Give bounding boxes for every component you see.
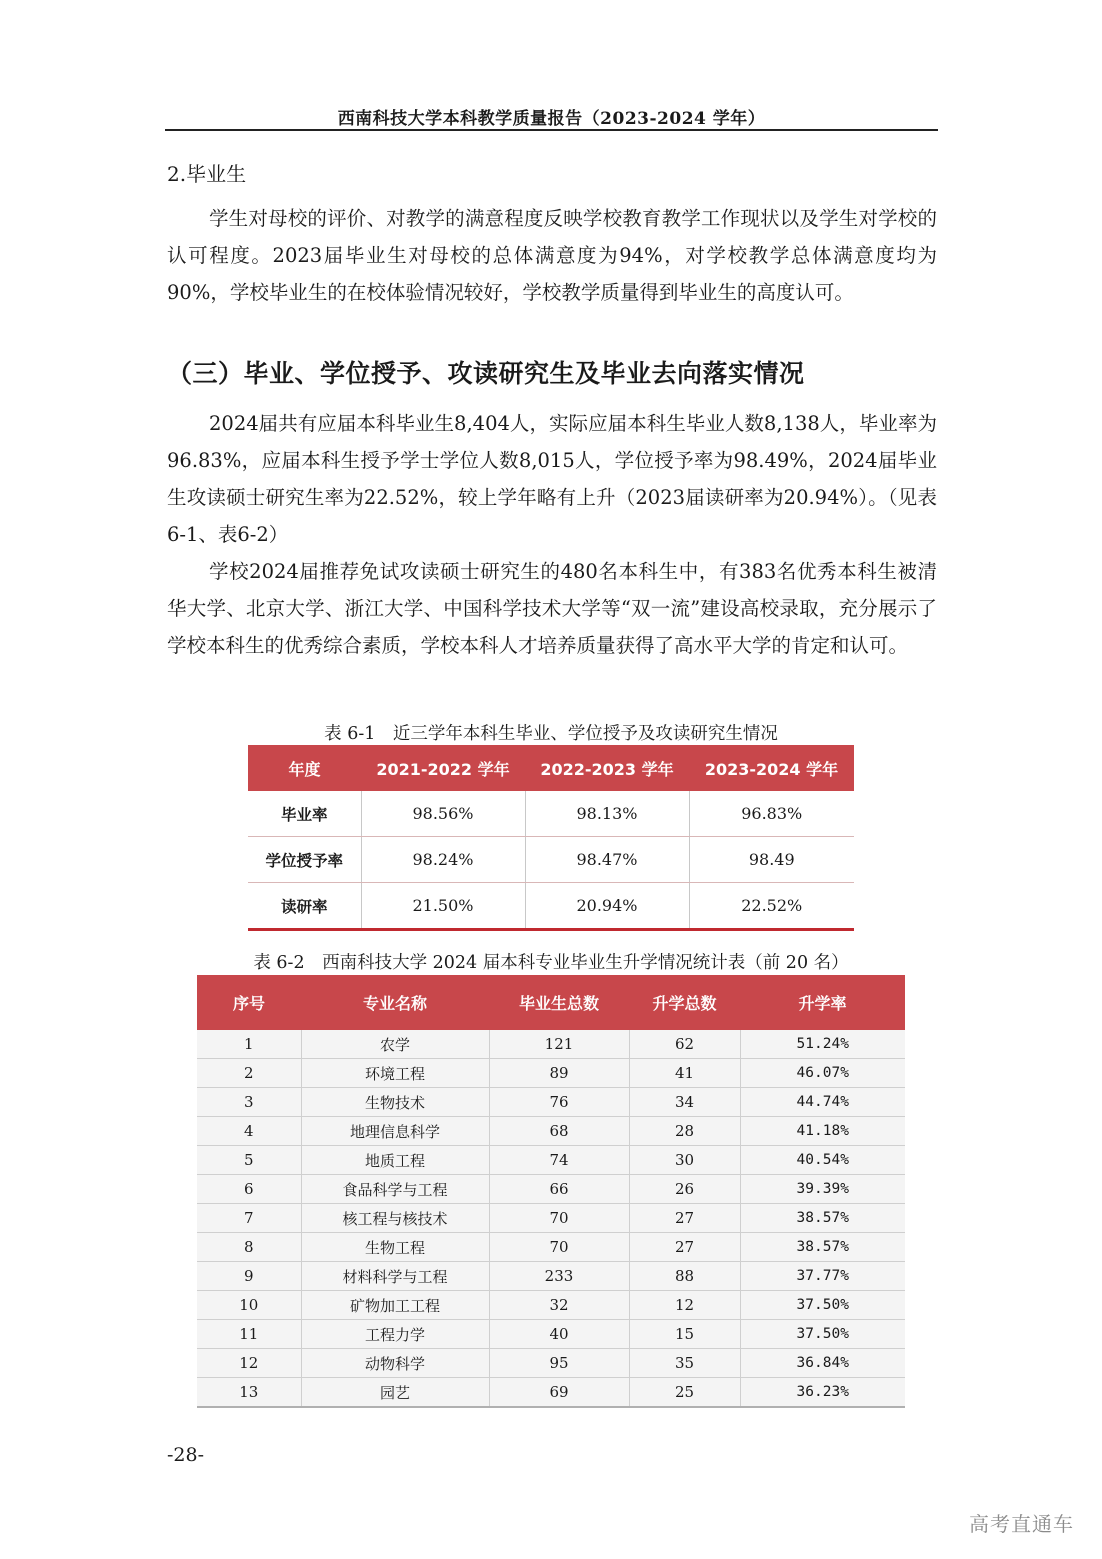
table-cell: 食品科学与工程 xyxy=(301,1175,489,1204)
page-number: -28- xyxy=(167,1444,205,1466)
table-cell: 工程力学 xyxy=(301,1320,489,1349)
table-cell: 8 xyxy=(197,1233,301,1262)
table-cell: 15 xyxy=(629,1320,740,1349)
table-cell: 95 xyxy=(489,1349,629,1378)
table-cell: 46.07% xyxy=(740,1059,905,1088)
table-cell: 98.56% xyxy=(361,791,525,837)
header-rule xyxy=(165,129,938,131)
watermark: 高考直通车 xyxy=(969,1512,1074,1536)
table-row xyxy=(248,791,854,837)
table-cell: 2 xyxy=(197,1059,301,1088)
table-cell: 生物技术 xyxy=(301,1088,489,1117)
header-cell: 2022-2023 学年 xyxy=(525,745,689,791)
table-row xyxy=(197,1030,905,1059)
table-row xyxy=(248,883,854,930)
table2-further-study-by-major xyxy=(197,975,905,1408)
table-cell: 材料科学与工程 xyxy=(301,1262,489,1291)
table-cell: 66 xyxy=(489,1175,629,1204)
table-cell: 生物工程 xyxy=(301,1233,489,1262)
table-row xyxy=(197,1262,905,1291)
table-cell: 核工程与核技术 xyxy=(301,1204,489,1233)
table-cell: 12 xyxy=(197,1349,301,1378)
header-cell: 2021-2022 学年 xyxy=(361,745,525,791)
table-cell: 34 xyxy=(629,1088,740,1117)
table-cell: 11 xyxy=(197,1320,301,1349)
table-cell: 62 xyxy=(629,1030,740,1059)
table-cell: 12 xyxy=(629,1291,740,1320)
table-cell: 68 xyxy=(489,1117,629,1146)
table-row xyxy=(197,1378,905,1408)
table-row xyxy=(197,1204,905,1233)
header-cell: 升学总数 xyxy=(629,975,740,1030)
table-cell: 园艺 xyxy=(301,1378,489,1408)
table-cell: 98.13% xyxy=(525,791,689,837)
row-label: 学位授予率 xyxy=(248,837,361,883)
table-cell: 51.24% xyxy=(740,1030,905,1059)
table-cell: 74 xyxy=(489,1146,629,1175)
table-cell: 96.83% xyxy=(689,791,854,837)
table-cell: 39.39% xyxy=(740,1175,905,1204)
table-cell: 70 xyxy=(489,1233,629,1262)
table-cell: 27 xyxy=(629,1204,740,1233)
table-cell: 3 xyxy=(197,1088,301,1117)
graduation-stats-paragraph: 2024届共有应届本科毕业生8,404人，实际应届本科生毕业人数8,138人，毕业率为96.83%，应届本科生授予学士学位人数8,015人，学位授予率为98.49%，2024届毕业生攻读硕士研究生率为22.52%，较上学年略有上升（2023届读研率为20.94%）。（见表6-1、表6-2） xyxy=(167,412,937,546)
table2-caption: 表 6-2 西南科技大学 2024 届本科专业毕业生升学情况统计表（前 20 名） xyxy=(253,953,849,973)
table1-caption: 表 6-1 近三学年本科生毕业、学位授予及攻读研究生情况 xyxy=(324,724,778,744)
table-cell: 25 xyxy=(629,1378,740,1408)
table-row xyxy=(197,1233,905,1262)
table-row xyxy=(197,1175,905,1204)
header-cell: 专业名称 xyxy=(301,975,489,1030)
row-label: 读研率 xyxy=(280,897,328,916)
table-row xyxy=(197,1088,905,1117)
header-cell: 序号 xyxy=(197,975,301,1030)
table-cell: 37.50% xyxy=(740,1291,905,1320)
table-cell: 44.74% xyxy=(740,1088,905,1117)
table-cell: 76 xyxy=(489,1088,629,1117)
table-cell: 98.24% xyxy=(361,837,525,883)
table-row xyxy=(197,1320,905,1349)
running-header: 西南科技大学本科教学质量报告（2023-2024 学年） xyxy=(337,109,766,129)
table-cell: 98.47% xyxy=(525,837,689,883)
table-cell: 矿物加工工程 xyxy=(301,1291,489,1320)
table-cell: 22.52% xyxy=(689,883,854,930)
table-cell: 动物科学 xyxy=(301,1349,489,1378)
table-row xyxy=(248,837,854,883)
table1-graduation-degree-rates xyxy=(248,745,854,931)
table-cell: 27 xyxy=(629,1233,740,1262)
table-cell: 36.84% xyxy=(740,1349,905,1378)
table-cell: 5 xyxy=(197,1146,301,1175)
table-row xyxy=(197,1146,905,1175)
table-cell: 37.77% xyxy=(740,1262,905,1291)
table-cell: 6 xyxy=(197,1175,301,1204)
table-row xyxy=(197,1117,905,1146)
table-row xyxy=(197,1059,905,1088)
table-cell: 21.50% xyxy=(361,883,525,930)
section-3-title: （三）毕业、学位授予、攻读研究生及毕业去向落实情况 xyxy=(167,359,805,388)
table-cell: 41.18% xyxy=(740,1117,905,1146)
table-cell: 89 xyxy=(489,1059,629,1088)
section-2-title: 2.毕业生 xyxy=(167,162,247,186)
table-header-row xyxy=(197,975,905,1030)
header-cell: 毕业生总数 xyxy=(489,975,629,1030)
table-cell: 36.23% xyxy=(740,1378,905,1408)
table-header-row xyxy=(248,745,854,791)
postgraduate-recommendation-paragraph: 学校2024届推荐免试攻读硕士研究生的480名本科生中，有383名优秀本科生被清华大学、北京大学、浙江大学、中国科学技术大学等“双一流”建设高校录取，充分展示了学校本科生的优秀综合素质，学校本科人才培养质量获得了高水平大学的肯定和认可。 xyxy=(167,560,937,657)
table-cell: 30 xyxy=(629,1146,740,1175)
table-cell: 26 xyxy=(629,1175,740,1204)
table-cell: 1 xyxy=(197,1030,301,1059)
header-cell: 2023-2024 学年 xyxy=(689,745,854,791)
table-cell: 69 xyxy=(489,1378,629,1408)
table-cell: 70 xyxy=(489,1204,629,1233)
table-cell: 20.94% xyxy=(525,883,689,930)
table-cell: 98.49 xyxy=(689,837,854,883)
table-cell: 农学 xyxy=(301,1030,489,1059)
table-cell: 35 xyxy=(629,1349,740,1378)
row-label: 毕业率 xyxy=(248,791,361,837)
table-cell: 32 xyxy=(489,1291,629,1320)
table-cell: 121 xyxy=(489,1030,629,1059)
table-cell: 10 xyxy=(197,1291,301,1320)
table-cell: 38.57% xyxy=(740,1204,905,1233)
table-row xyxy=(197,1291,905,1320)
table-cell: 41 xyxy=(629,1059,740,1088)
table-cell: 88 xyxy=(629,1262,740,1291)
table-cell: 38.57% xyxy=(740,1233,905,1262)
table-cell: 9 xyxy=(197,1262,301,1291)
table-cell: 地理信息科学 xyxy=(301,1117,489,1146)
header-cell: 年度 xyxy=(248,745,361,791)
table-cell: 13 xyxy=(197,1378,301,1408)
table-cell: 地质工程 xyxy=(301,1146,489,1175)
table-cell: 4 xyxy=(197,1117,301,1146)
graduate-satisfaction-paragraph: 学生对母校的评价、对教学的满意程度反映学校教育教学工作现状以及学生对学校的认可程度。2023届毕业生对母校的总体满意度为94%，对学校教学总体满意度均为90%，学校毕业生的在校体验情况较好，学校教学质量得到毕业生的高度认可。 xyxy=(167,207,937,304)
table-cell: 7 xyxy=(197,1204,301,1233)
table-cell: 37.50% xyxy=(740,1320,905,1349)
table-row xyxy=(197,1349,905,1378)
table-cell: 环境工程 xyxy=(301,1059,489,1088)
table-cell: 40.54% xyxy=(740,1146,905,1175)
header-cell: 升学率 xyxy=(740,975,905,1030)
table-cell: 28 xyxy=(629,1117,740,1146)
table-cell: 233 xyxy=(489,1262,629,1291)
table-cell: 40 xyxy=(489,1320,629,1349)
